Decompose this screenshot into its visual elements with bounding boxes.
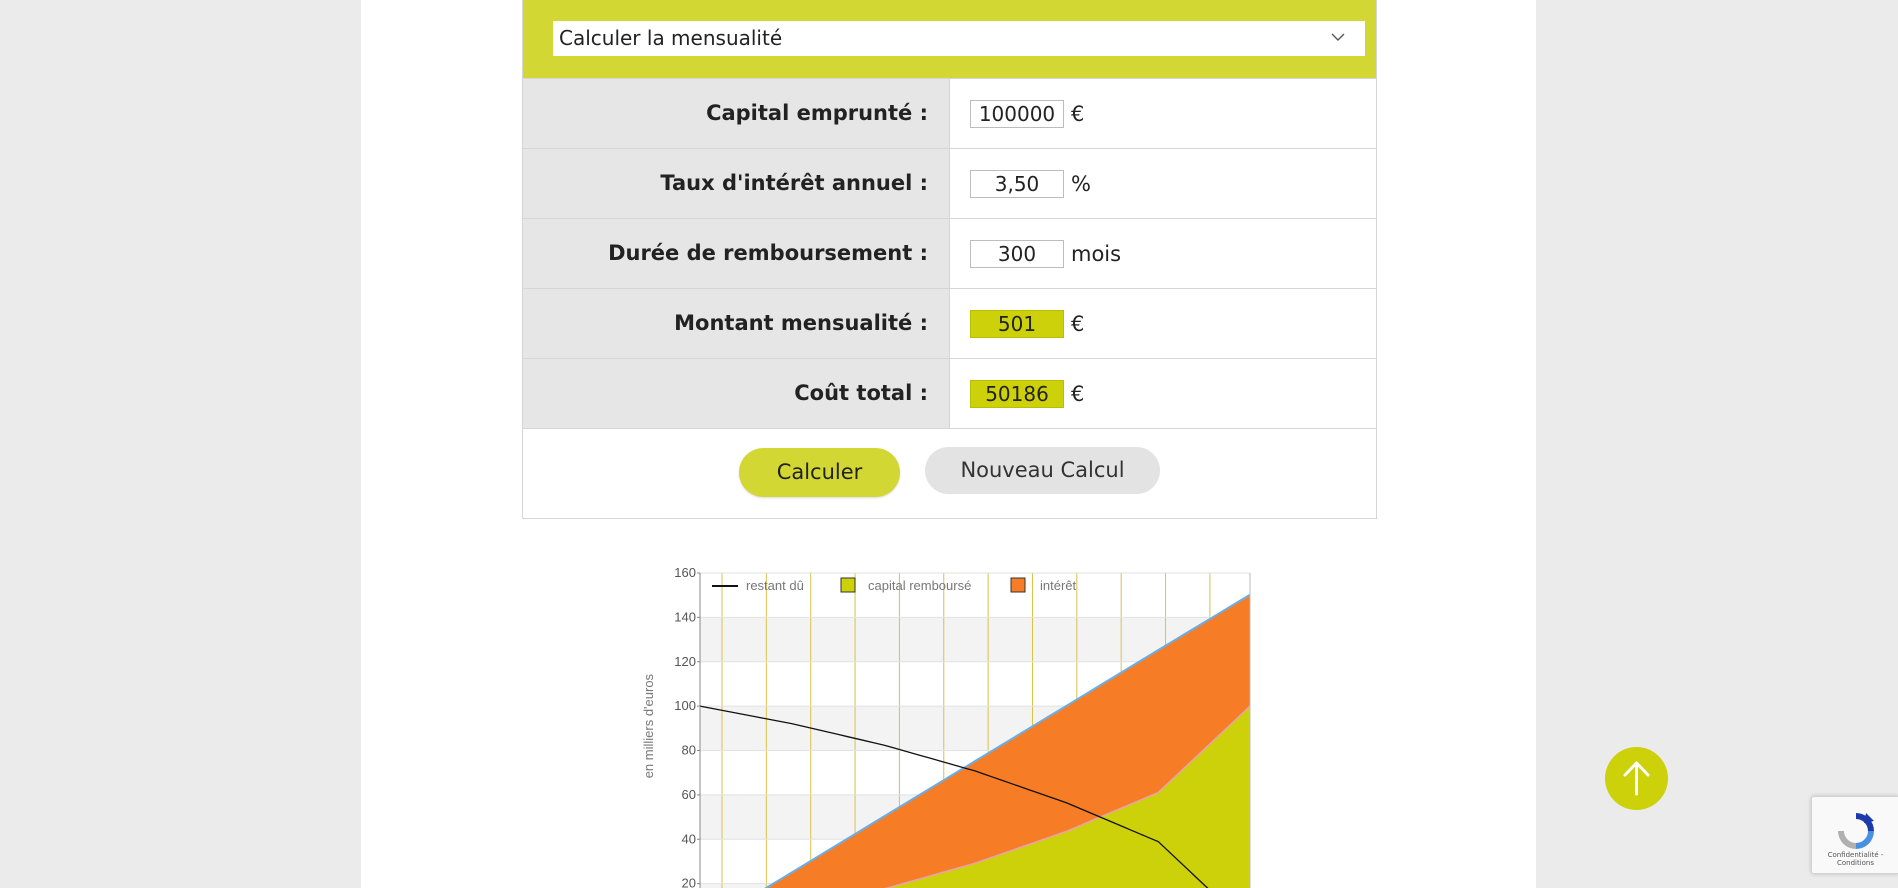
amortization-chart bbox=[630, 556, 1270, 888]
y-tick-label: 40 bbox=[681, 831, 696, 847]
calculator-header bbox=[523, 0, 1376, 78]
y-tick-label: 120 bbox=[674, 653, 696, 669]
loan-calculator bbox=[522, 0, 1377, 519]
scroll-to-top-button[interactable] bbox=[1605, 747, 1668, 810]
y-tick-label: 80 bbox=[681, 742, 696, 758]
total-cost-unit: € bbox=[1071, 381, 1085, 406]
total-cost-label: Coût total : bbox=[523, 359, 950, 428]
row-capital bbox=[523, 78, 1376, 148]
calculation-mode-select[interactable] bbox=[553, 21, 1365, 56]
total-cost-result: 50186 bbox=[970, 380, 1064, 408]
capital-input[interactable]: 100000 bbox=[970, 100, 1064, 128]
duration-label: Durée de remboursement : bbox=[523, 219, 950, 288]
legend-capital-label: capital remboursé bbox=[868, 578, 972, 593]
monthly-payment-label: Montant mensualité : bbox=[523, 289, 950, 358]
capital-label: Capital emprunté : bbox=[523, 79, 950, 148]
button-row bbox=[523, 428, 1376, 518]
recaptcha-text: Confidentialité - Conditions bbox=[1827, 851, 1884, 867]
legend-interest-swatch bbox=[1011, 578, 1025, 592]
rate-label: Taux d'intérêt annuel : bbox=[523, 149, 950, 218]
legend-remaining-label: restant dû bbox=[746, 578, 804, 593]
y-tick-label: 20 bbox=[681, 875, 696, 888]
recaptcha-badge[interactable] bbox=[1811, 796, 1898, 874]
duration-input[interactable]: 300 bbox=[970, 240, 1064, 268]
capital-unit: € bbox=[1071, 101, 1085, 126]
y-tick-label: 60 bbox=[681, 786, 696, 802]
arrow-up-icon bbox=[1605, 747, 1668, 810]
row-total-cost bbox=[523, 358, 1376, 428]
y-tick-label: 100 bbox=[674, 698, 696, 714]
monthly-payment-unit: € bbox=[1071, 311, 1085, 336]
legend-interest-label: intérêt bbox=[1040, 578, 1077, 593]
rate-unit: % bbox=[1071, 171, 1091, 196]
new-calculation-button[interactable]: Nouveau Calcul bbox=[925, 447, 1160, 494]
rate-input[interactable]: 3,50 bbox=[970, 170, 1064, 198]
y-tick-label: 160 bbox=[674, 565, 696, 580]
y-tick-label: 140 bbox=[674, 609, 696, 625]
row-rate bbox=[523, 148, 1376, 218]
chevron-down-icon bbox=[1331, 30, 1345, 44]
duration-unit: mois bbox=[1071, 241, 1122, 266]
recaptcha-logo-icon bbox=[1832, 807, 1880, 855]
monthly-payment-result: 501 bbox=[970, 310, 1064, 338]
y-axis-label: en milliers d'euros bbox=[641, 673, 656, 779]
calculation-mode-value: Calculer la mensualité bbox=[559, 26, 783, 50]
calculate-button[interactable]: Calculer bbox=[739, 448, 900, 497]
row-duration bbox=[523, 218, 1376, 288]
row-monthly-payment bbox=[523, 288, 1376, 358]
legend-capital-swatch bbox=[841, 578, 855, 592]
